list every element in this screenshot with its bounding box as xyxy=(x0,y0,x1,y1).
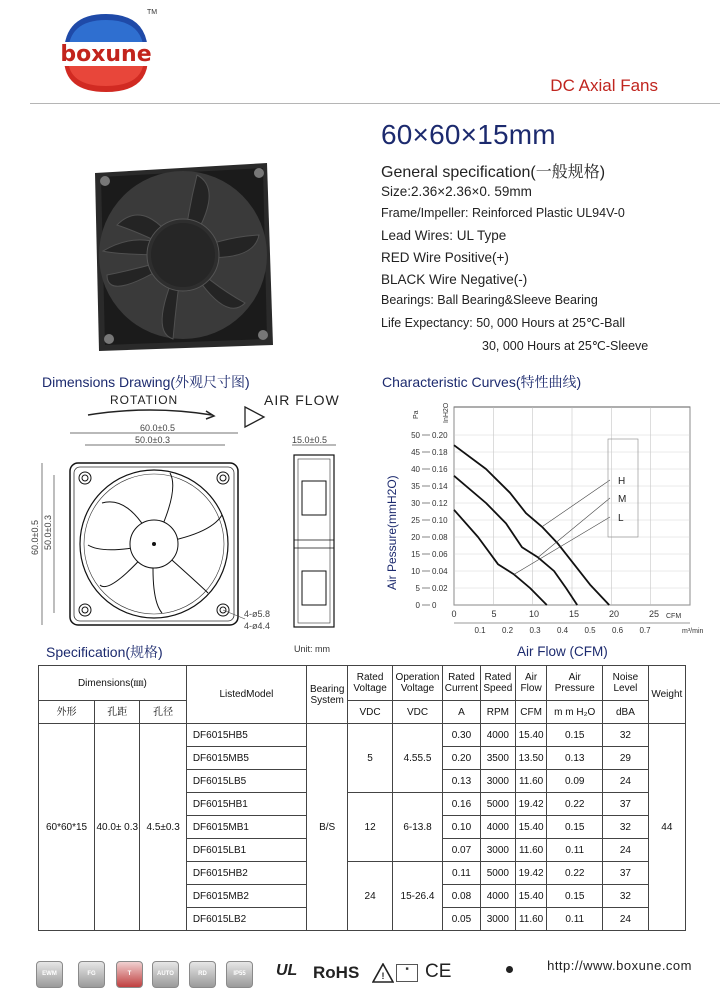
cell-pressure: 0.15 xyxy=(547,885,603,908)
y2-unit-label: InH2O xyxy=(443,402,450,423)
cell-flow: 15.40 xyxy=(515,885,546,908)
x-unit-label: CFM xyxy=(666,613,682,620)
brand-logo xyxy=(52,8,160,96)
cell-model: DF6015HB2 xyxy=(186,862,306,885)
th-rated-speed: Rated Speed xyxy=(480,666,515,701)
cell-rated-voltage: 5 xyxy=(348,724,393,793)
spec-frame: Frame/Impeller: Reinforced Plastic UL94V-0 xyxy=(381,206,625,220)
x2-tick-label: 0.4 xyxy=(556,626,569,635)
spec-life-ball: Life Expectancy: 50, 000 Hours at 25℃-Ball xyxy=(381,316,626,330)
cert-badge-auto: AUTO xyxy=(152,961,179,988)
x-tick-label: 5 xyxy=(491,609,497,619)
cell-model: DF6015HB1 xyxy=(186,793,306,816)
unit-pitch: 孔距 xyxy=(95,701,140,724)
curves-title: Characteristic Curves(特性曲线) xyxy=(382,374,582,390)
x2-unit-label: m³/min xyxy=(682,628,704,635)
air-flow-label: AIR FLOW xyxy=(264,392,340,408)
cell-current: 0.13 xyxy=(443,770,481,793)
cell-speed: 4000 xyxy=(480,885,515,908)
th-bearing: Bearing System xyxy=(307,666,348,724)
unit-vdc: VDC xyxy=(392,701,442,724)
cell-pressure: 0.09 xyxy=(547,770,603,793)
cell-flow: 11.60 xyxy=(515,839,546,862)
series-label: H xyxy=(618,476,626,487)
cell-model: DF6015HB5 xyxy=(186,724,306,747)
cell-flow: 19.42 xyxy=(515,862,546,885)
svg-text:!: ! xyxy=(381,971,385,981)
cell-current: 0.11 xyxy=(443,862,481,885)
y2-tick-label: 0.10 xyxy=(432,516,448,525)
unit-outer: 外形 xyxy=(39,701,95,724)
y2-tick-label: 0.20 xyxy=(432,431,448,440)
x-tick-label: 20 xyxy=(608,609,620,619)
cell-noise: 37 xyxy=(603,793,648,816)
cert-badge-fg: FG xyxy=(78,961,105,988)
unit-hole: 孔径 xyxy=(140,701,186,724)
x2-tick-label: 0.6 xyxy=(611,626,624,635)
approval-icon: ■ xyxy=(396,964,418,982)
y2-tick-label: 0.14 xyxy=(432,482,448,491)
cert-badge-t: T xyxy=(116,961,143,988)
y2-tick-label: 0.04 xyxy=(432,567,448,576)
x2-tick-label: 0.7 xyxy=(639,626,651,635)
cell-noise: 37 xyxy=(603,862,648,885)
dimension-drawing xyxy=(30,385,375,635)
cell-pressure: 0.22 xyxy=(547,862,603,885)
cell-noise: 24 xyxy=(603,770,648,793)
cell-speed: 3000 xyxy=(480,908,515,931)
cell-noise: 32 xyxy=(603,816,648,839)
unit-mmh2o: m m H₂O xyxy=(547,701,603,724)
unit-label: Unit: mm xyxy=(294,644,330,654)
x-tick-label: 10 xyxy=(528,609,540,619)
spec-black-wire: BLACK Wire Negative(-) xyxy=(381,272,528,287)
warning-icon xyxy=(372,963,394,983)
series-label: M xyxy=(618,494,627,505)
unit-cfm: CFM xyxy=(515,701,546,724)
spec-lead-wires: Lead Wires: UL Type xyxy=(381,228,507,243)
y2-tick-label: 0.06 xyxy=(432,550,448,559)
model-title: 60×60×15mm xyxy=(381,119,556,150)
y2-tick-label: 0 xyxy=(432,601,437,610)
th-dimensions: Dimensions(㎜) xyxy=(39,666,187,701)
cell-current: 0.10 xyxy=(443,816,481,839)
cell-model: DF6015MB1 xyxy=(186,816,306,839)
cell-pressure: 0.13 xyxy=(547,747,603,770)
cell-speed: 5000 xyxy=(480,793,515,816)
cell-operation-voltage: 4.55.5 xyxy=(392,724,442,793)
dimensions-title: Dimensions Drawing(外观尺寸图) xyxy=(42,374,250,390)
cell-model: DF6015LB1 xyxy=(186,839,306,862)
unit-rpm: RPM xyxy=(480,701,515,724)
y-tick-label: 45 xyxy=(411,448,420,457)
y-axis-title: Air Pessure(mmH2O) xyxy=(385,475,399,590)
cell-pressure: 0.15 xyxy=(547,816,603,839)
cell-current: 0.20 xyxy=(443,747,481,770)
cell-current: 0.16 xyxy=(443,793,481,816)
x2-tick-label: 0.3 xyxy=(529,626,541,635)
cell-operation-voltage: 15-26.4 xyxy=(392,862,442,931)
cell-speed: 3000 xyxy=(480,770,515,793)
hole2-label: 4-ø4.4 xyxy=(244,621,271,631)
x-tick-label: 0 xyxy=(451,609,457,619)
th-operation-voltage: Operation Voltage xyxy=(392,666,442,701)
header-divider xyxy=(30,103,720,104)
ce-mark: CE xyxy=(425,961,452,982)
cell-rated-voltage: 24 xyxy=(348,862,393,931)
website-link[interactable]: http://www.boxune.com xyxy=(547,958,692,973)
x2-tick-label: 0.2 xyxy=(501,626,514,635)
outer-dim-label: 60.0±0.5 xyxy=(140,423,175,433)
cell-speed: 4000 xyxy=(480,816,515,839)
cell-flow: 15.40 xyxy=(515,724,546,747)
th-rated-current: Rated Current xyxy=(443,666,481,701)
th-rated-voltage: Rated Voltage xyxy=(348,666,393,701)
cell-weight: 44 xyxy=(648,724,685,931)
spec-size: Size:2.36×2.36×0. 59mm xyxy=(381,184,532,199)
bullet-icon xyxy=(506,966,513,973)
cell-current: 0.08 xyxy=(443,885,481,908)
hole1-label: 4-ø5.8 xyxy=(244,609,271,619)
cell-pressure: 0.11 xyxy=(547,839,603,862)
cert-badge-ip55: IP55 xyxy=(226,961,253,988)
cell-model: DF6015LB2 xyxy=(186,908,306,931)
y-tick-label: 25 xyxy=(411,516,420,525)
x2-tick-label: 0.1 xyxy=(474,626,486,635)
cell-operation-voltage: 6-13.8 xyxy=(392,793,442,862)
x-tick-label: 25 xyxy=(648,609,660,619)
pitch-dim-label: 50.0±0.3 xyxy=(135,435,170,445)
pitch-v-dim-label: 50.0±0.3 xyxy=(43,515,53,550)
cell-hole: 4.5±0.3 xyxy=(140,724,186,931)
brand-name: boxune xyxy=(60,42,152,67)
cell-current: 0.07 xyxy=(443,839,481,862)
y2-tick-label: 0.18 xyxy=(432,448,448,457)
cell-speed: 4000 xyxy=(480,724,515,747)
cell-pitch: 40.0± 0.3 xyxy=(95,724,140,931)
y-tick-label: 35 xyxy=(411,482,420,491)
spec-heading: General specification(一般规格) xyxy=(381,164,606,181)
cell-noise: 32 xyxy=(603,885,648,908)
cell-model: DF6015LB5 xyxy=(186,770,306,793)
cell-flow: 11.60 xyxy=(515,908,546,931)
cell-outer: 60*60*15 xyxy=(39,724,95,931)
series-label: L xyxy=(618,513,624,524)
cell-pressure: 0.11 xyxy=(547,908,603,931)
cell-current: 0.05 xyxy=(443,908,481,931)
cell-noise: 24 xyxy=(603,908,648,931)
document-title: DC Axial Fans xyxy=(550,76,658,95)
cell-flow: 11.60 xyxy=(515,770,546,793)
cell-pressure: 0.22 xyxy=(547,793,603,816)
ul-mark: UL xyxy=(276,962,298,979)
trademark-mark: TM xyxy=(147,9,158,16)
th-air-pressure: Air Pressure xyxy=(547,666,603,701)
cell-speed: 3500 xyxy=(480,747,515,770)
cert-badge-rd: RD xyxy=(189,961,216,988)
y-tick-label: 30 xyxy=(411,499,420,508)
y-tick-label: 5 xyxy=(415,584,420,593)
y2-tick-label: 0.12 xyxy=(432,499,448,508)
th-weight: Weight xyxy=(648,666,685,724)
unit-a: A xyxy=(443,701,481,724)
cell-speed: 5000 xyxy=(480,862,515,885)
cell-flow: 13.50 xyxy=(515,747,546,770)
cell-model: DF6015MB2 xyxy=(186,885,306,908)
spec-red-wire: RED Wire Positive(+) xyxy=(381,250,509,265)
depth-dim-label: 15.0±0.5 xyxy=(292,435,327,445)
table-row xyxy=(39,724,686,747)
cell-current: 0.30 xyxy=(443,724,481,747)
y-tick-label: 0 xyxy=(415,601,420,610)
fan-photo xyxy=(77,155,277,355)
rotation-label: ROTATION xyxy=(110,393,179,407)
cell-pressure: 0.15 xyxy=(547,724,603,747)
y-tick-label: 10 xyxy=(411,567,420,576)
unit-vdc: VDC xyxy=(348,701,393,724)
y-tick-label: 20 xyxy=(411,533,420,542)
y-tick-label: 40 xyxy=(411,465,420,474)
rohs-mark: RoHS xyxy=(313,963,360,982)
y-tick-label: 50 xyxy=(411,431,420,440)
spec-life-sleeve: 30, 000 Hours at 25℃-Sleeve xyxy=(482,339,649,353)
cell-noise: 32 xyxy=(603,724,648,747)
y2-tick-label: 0.16 xyxy=(432,465,448,474)
unit-dba: dBA xyxy=(603,701,648,724)
y-unit-label: Pa xyxy=(413,410,420,419)
th-listed-model: ListedModel xyxy=(186,666,306,724)
th-noise: Noise Level xyxy=(603,666,648,701)
cell-noise: 24 xyxy=(603,839,648,862)
x2-tick-label: 0.5 xyxy=(584,626,596,635)
outer-v-dim-label: 60.0±0.5 xyxy=(30,520,40,555)
cell-model: DF6015MB5 xyxy=(186,747,306,770)
y2-tick-label: 0.02 xyxy=(432,584,448,593)
specification-table xyxy=(38,665,686,931)
cell-speed: 3000 xyxy=(480,839,515,862)
characteristic-curves-chart xyxy=(382,395,707,640)
y2-tick-label: 0.08 xyxy=(432,533,448,542)
cell-noise: 29 xyxy=(603,747,648,770)
cell-flow: 15.40 xyxy=(515,816,546,839)
air-flow-axis-title: Air Flow (CFM) xyxy=(517,644,608,659)
cell-flow: 19.42 xyxy=(515,793,546,816)
y-tick-label: 15 xyxy=(411,550,420,559)
cell-bearing: B/S xyxy=(307,724,348,931)
cert-badge-ewm: EWM xyxy=(36,961,63,988)
cell-rated-voltage: 12 xyxy=(348,793,393,862)
spec-bearings: Bearings: Ball Bearing&Sleeve Bearing xyxy=(381,293,598,307)
x-tick-label: 15 xyxy=(568,609,580,619)
th-air-flow: Air Flow xyxy=(515,666,546,701)
specification-title: Specification(规格) xyxy=(46,644,163,660)
